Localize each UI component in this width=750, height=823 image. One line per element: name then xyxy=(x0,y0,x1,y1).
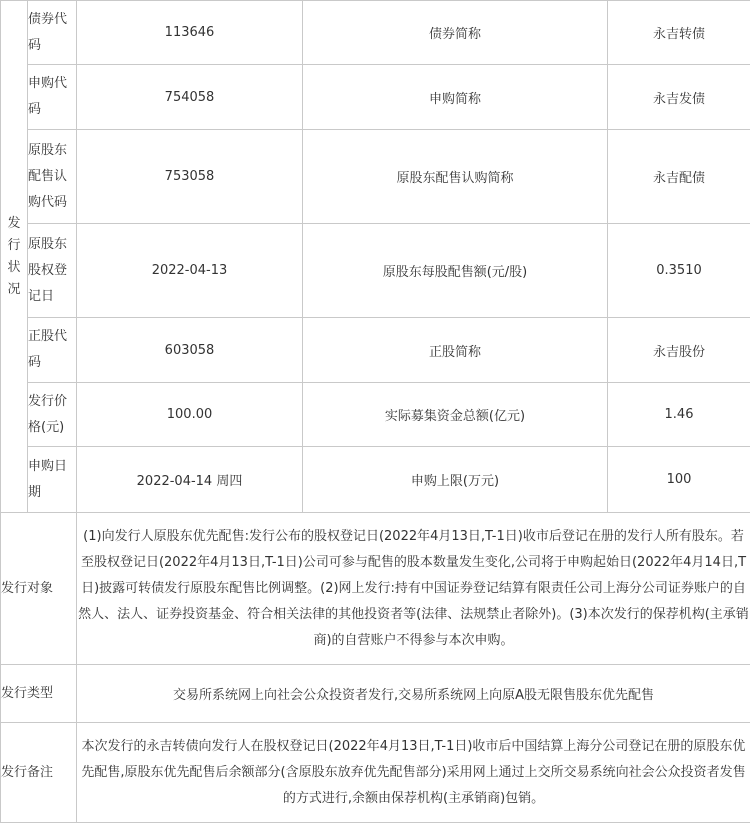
value-subscription-code: 754058 xyxy=(77,65,303,130)
value-issue-price: 100.00 xyxy=(77,383,303,447)
label-stock-code: 正股代码 xyxy=(28,318,77,383)
label-placement-short-name: 原股东配售认购简称 xyxy=(303,130,608,224)
label-stock-short-name: 正股简称 xyxy=(303,318,608,383)
label-record-date: 原股东股权登记日 xyxy=(28,224,77,318)
label-placement-code: 原股东配售认购代码 xyxy=(28,130,77,224)
value-stock-short-name: 永吉股份 xyxy=(608,318,750,383)
value-funds-raised: 1.46 xyxy=(608,383,750,447)
label-funds-raised: 实际募集资金总额(亿元) xyxy=(303,383,608,447)
issue-target-text: (1)向发行人原股东优先配售:发行公布的股权登记日(2022年4月13日,T-1日)收市后登记在册的发行人所有股东。若至股权登记日(2022年4月13日,T-1日)公司可参与配售的股本数量发生变化,公司将于申购起始日(2022年4月14日,T日)披露可转债发行原股东配售比例调整。(2)网上发行:持有中国证券登记结算有限责任公司上海分公司证券账户的自然人、法人、证券投资基金、符合相关法律的其他投资者等(法律、法规禁止者除外)。(3)本次发行的保荐机构(主承销商)的自营账户不得参与本次申购。 xyxy=(77,513,750,665)
value-placement-code: 753058 xyxy=(77,130,303,224)
label-issue-price: 发行价格(元) xyxy=(28,383,77,447)
table-row xyxy=(1,383,750,447)
label-bond-code: 债券代码 xyxy=(28,1,77,65)
table-row xyxy=(1,723,750,823)
issue-type-text: 交易所系统网上向社会公众投资者发行,交易所系统网上向原A股无限售股东优先配售 xyxy=(77,665,750,723)
table-row xyxy=(1,318,750,383)
table-row xyxy=(1,447,750,513)
label-subscription-date: 申购日期 xyxy=(28,447,77,513)
section-label-issue-status: 发 行 状 况 xyxy=(1,1,28,513)
table-row xyxy=(1,224,750,318)
label-bond-short-name: 债券简称 xyxy=(303,1,608,65)
issue-remark-text: 本次发行的永吉转债向发行人在股权登记日(2022年4月13日,T-1日)收市后中国结算上海分公司登记在册的原股东优先配售,原股东优先配售后余额部分(含原股东放弃优先配售部分)采用网上通过上交所交易系统向社会公众投资者发售的方式进行,余额由保荐机构(主承销商)包销。 xyxy=(77,723,750,823)
label-issue-type: 发行类型 xyxy=(1,665,77,723)
value-subscription-date: 2022-04-14 周四 xyxy=(77,447,303,513)
label-subscription-code: 申购代码 xyxy=(28,65,77,130)
value-bond-code: 113646 xyxy=(77,1,303,65)
label-subscription-limit: 申购上限(万元) xyxy=(303,447,608,513)
value-subscription-short-name: 永吉发债 xyxy=(608,65,750,130)
table-row xyxy=(1,665,750,723)
value-placement-short-name: 永吉配债 xyxy=(608,130,750,224)
value-subscription-limit: 100 xyxy=(608,447,750,513)
label-issue-target: 发行对象 xyxy=(1,513,77,665)
value-placement-per-share: 0.3510 xyxy=(608,224,750,318)
value-record-date: 2022-04-13 xyxy=(77,224,303,318)
value-bond-short-name: 永吉转债 xyxy=(608,1,750,65)
table-row xyxy=(1,130,750,224)
label-subscription-short-name: 申购简称 xyxy=(303,65,608,130)
table-row xyxy=(1,65,750,130)
value-stock-code: 603058 xyxy=(77,318,303,383)
table-row xyxy=(1,513,750,665)
table-row xyxy=(1,1,750,65)
label-issue-remark: 发行备注 xyxy=(1,723,77,823)
label-placement-per-share: 原股东每股配售额(元/股) xyxy=(303,224,608,318)
